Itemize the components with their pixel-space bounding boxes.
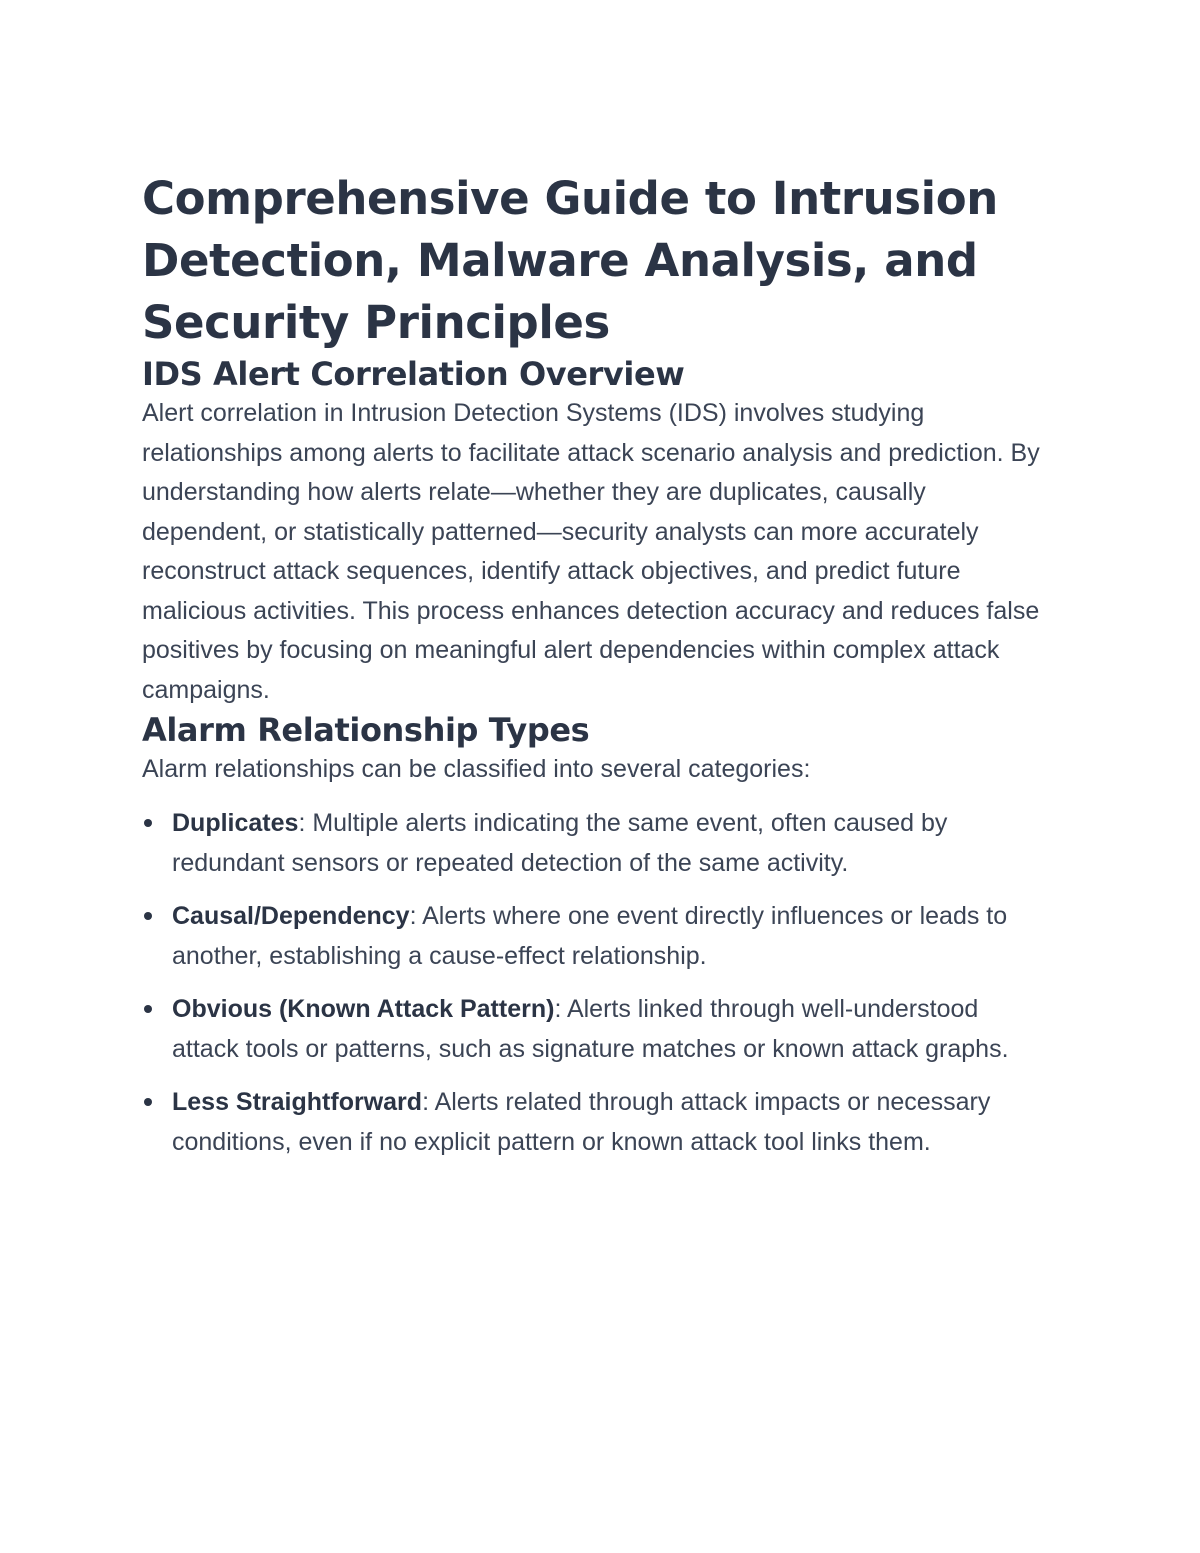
- list-item: [142, 989, 1042, 1069]
- list-item: [142, 803, 1042, 883]
- list-item: [142, 1082, 1042, 1162]
- section-paragraph-ids-alert-correlation: Alert correlation in Intrusion Detection Systems (IDS) involves studying relationships among alerts to facilitate attack scenario analysis and prediction. By understanding how alerts relate—whether they are duplicates, causally dependent, or statistically patterned—security analysts can more accurately reconstruct attack sequences, identify attack objectives, and predict future malicious activities. This process enhances detection accuracy and reduces false positives by focusing on meaningful alert dependencies within complex attack campaigns.: [142, 399, 1040, 704]
- relationship-types-list: [142, 803, 1042, 1162]
- bullet-icon: [144, 912, 152, 920]
- section-heading-alarm-relationship-types: Alarm Relationship Types: [142, 711, 590, 749]
- bullet-icon: [144, 1005, 152, 1013]
- bullet-icon: [144, 1098, 152, 1106]
- list-item-description: : Alerts related through attack impacts or necessary conditions, even if no explicit pattern or known attack tool links them.: [172, 1087, 991, 1156]
- section-intro-alarm-relationship-types: Alarm relationships can be classified into several categories:: [142, 755, 811, 783]
- list-item-term: Causal/Dependency: [172, 901, 410, 930]
- list-item-term: Duplicates: [172, 808, 299, 837]
- bullet-icon: [144, 819, 152, 827]
- section-heading-ids-alert-correlation: IDS Alert Correlation Overview: [142, 355, 685, 393]
- document-title: Comprehensive Guide to Intrusion Detection, Malware Analysis, and Security Principles: [142, 172, 998, 349]
- list-item-term: Obvious (Known Attack Pattern): [172, 994, 555, 1023]
- list-item-description: : Multiple alerts indicating the same event, often caused by redundant sensors or repeated detection of the same activity.: [172, 808, 948, 877]
- list-item-term: Less Straightforward: [172, 1087, 423, 1116]
- list-item-description: : Alerts linked through well-understood attack tools or patterns, such as signature matches or known attack graphs.: [172, 994, 1009, 1063]
- document-page: [142, 168, 1042, 1175]
- list-item-description: : Alerts where one event directly influences or leads to another, establishing a cause-effect relationship.: [172, 901, 1008, 970]
- list-item: [142, 896, 1042, 976]
